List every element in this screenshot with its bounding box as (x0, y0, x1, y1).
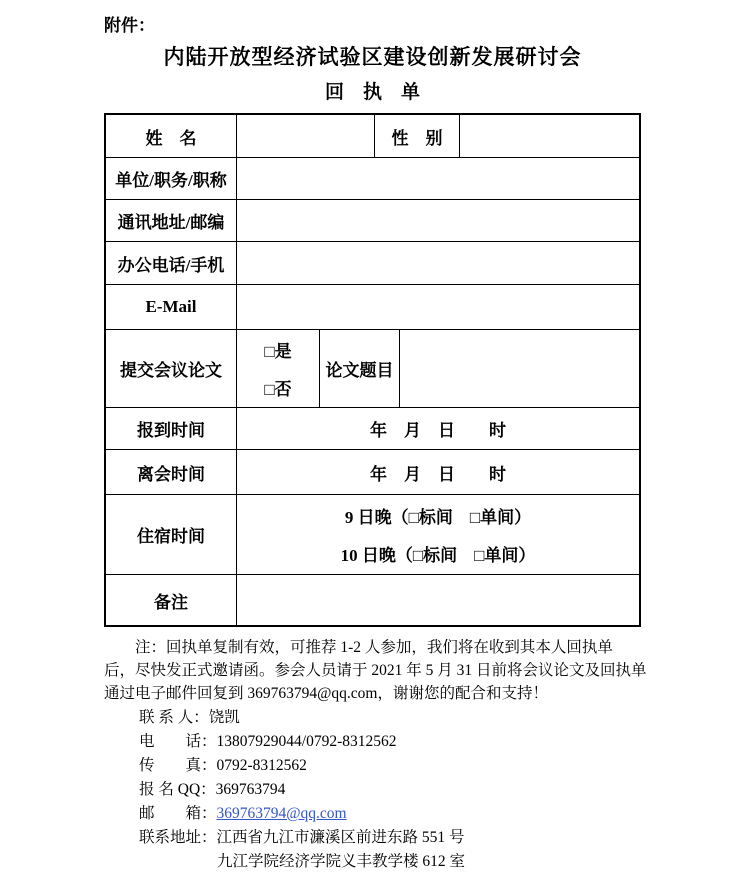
contact-fax-label: 传 真： (139, 757, 217, 774)
contact-email-label: 邮 箱： (139, 805, 217, 822)
stay-night10-option: 10 日晚（□标间 □单间） (340, 546, 536, 565)
contact-email-link[interactable]: 369763794@qq.com (216, 805, 347, 822)
table-row-stay (106, 495, 639, 575)
document-title: 内陆开放型经济试验区建设创新发展研讨会 (163, 45, 582, 69)
address-label-cell: 通讯地址/邮编 (106, 200, 237, 241)
notes-paragraph (104, 636, 647, 705)
contact-person-line (139, 706, 641, 730)
paper-checkbox-cell (237, 330, 320, 407)
gender-value-cell (460, 115, 639, 157)
contact-address-line-2: 九江学院经济学院义丰教学楼 612 室 (217, 853, 466, 870)
note-line-1: 注：回执单复制有效，可推荐 1-2 人参加，我们将在收到其本人回执单 (135, 639, 613, 656)
document-subtitle: 回 执 单 (324, 82, 420, 103)
table-row-leave (106, 450, 639, 495)
unit-value-cell (237, 158, 639, 199)
contact-phone-line (139, 730, 641, 754)
unit-label-cell: 单位/职务/职称 (106, 158, 237, 199)
attachment-label: 附件： (104, 16, 155, 35)
leave-label-cell: 离会时间 (106, 450, 237, 494)
checkin-value-cell: 年 月 日 时 (370, 421, 506, 440)
contact-qq-line (139, 778, 641, 802)
table-row-paper (106, 330, 639, 408)
contact-qq-label: 报 名 QQ： (139, 781, 216, 798)
contact-fax-line (139, 754, 641, 778)
paper-title-value-cell (400, 330, 639, 407)
paper-yes-checkbox: □是 (264, 342, 292, 361)
contact-person-label: 联 系 人： (139, 709, 209, 726)
remark-label-cell: 备注 (106, 575, 237, 625)
note-line-2: 后，尽快发正式邀请函。参会人员请于 2021 年 5 月 31 日前将会议论文及回执单 (104, 662, 647, 679)
phone-label-cell: 办公电话/手机 (106, 242, 237, 284)
paper-title-label-cell: 论文题目 (320, 330, 400, 407)
stay-night9-option: 9 日晚（□标间 □单间） (344, 508, 532, 527)
name-value-cell (237, 115, 375, 157)
note-line-3: 通过电子邮件回复到 369763794@qq.com，谢谢您的配合和支持！ (104, 685, 548, 702)
contact-email-line (139, 802, 641, 826)
contact-address-value: 江西省九江市濂溪区前进东路 551 号 (216, 829, 465, 846)
contact-phone-value: 13807929044/0792-8312562 (216, 733, 397, 750)
contact-info-block (139, 706, 641, 874)
stay-value-cell (237, 495, 639, 574)
contact-qq-value: 369763794 (215, 781, 286, 798)
email-value-cell (237, 285, 639, 329)
document-page (104, 14, 647, 874)
table-row-email (106, 285, 639, 330)
table-row-checkin (106, 408, 639, 450)
address-value-cell (237, 200, 639, 241)
phone-value-cell (237, 242, 639, 284)
table-row-remark (106, 575, 639, 625)
table-row-address (106, 200, 639, 242)
checkin-label-cell: 报到时间 (106, 408, 237, 449)
contact-person-value: 饶凯 (208, 709, 240, 726)
paper-no-checkbox: □否 (264, 380, 292, 399)
stay-label-cell: 住宿时间 (106, 495, 237, 574)
gender-label-cell: 性 别 (375, 115, 460, 157)
table-row-phone (106, 242, 639, 285)
reply-form-table (104, 113, 641, 627)
remark-value-cell (237, 575, 639, 625)
paper-label-cell: 提交会议论文 (106, 330, 237, 407)
table-row-unit (106, 158, 639, 200)
contact-address-label: 联系地址： (139, 829, 217, 846)
contact-fax-value: 0792-8312562 (216, 757, 307, 774)
contact-address-line (139, 826, 641, 850)
email-label-cell: E-Mail (106, 285, 237, 329)
leave-value-cell: 年 月 日 时 (370, 464, 506, 484)
contact-phone-label: 电 话： (139, 733, 217, 750)
table-row-name-gender (106, 115, 639, 158)
name-label-cell: 姓 名 (106, 115, 237, 157)
